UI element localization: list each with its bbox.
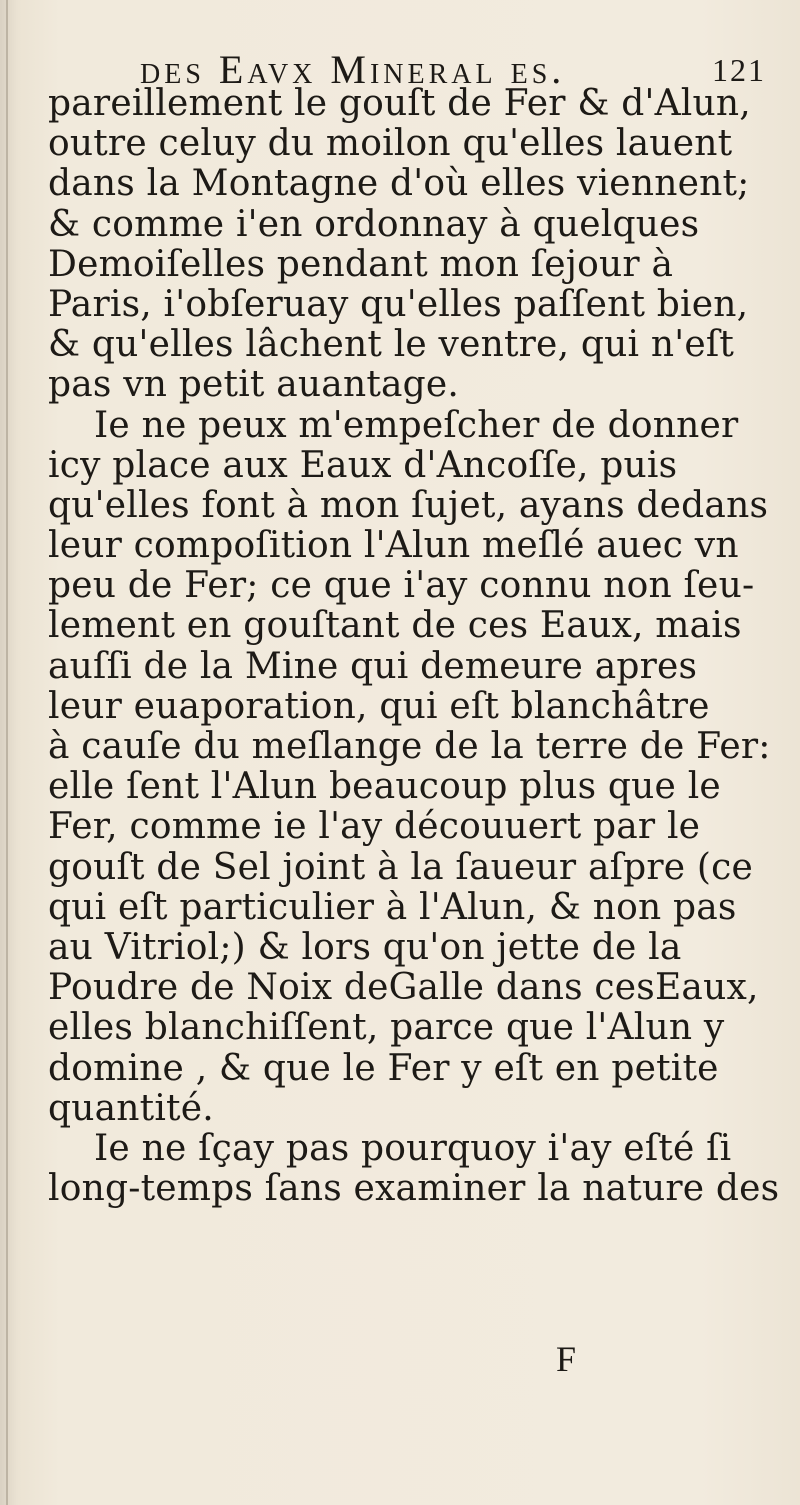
paragraph-start-line: Ie ne peux m'empeſcher de donner — [94, 404, 739, 446]
text-line: long-temps ſans examiner la nature des — [48, 1168, 780, 1210]
text-line: à cauſe du meſlange de la terre de Fer: — [48, 726, 771, 767]
text-line: Demoiſelles pendant mon ſejour à — [48, 243, 674, 285]
text-line: quantité. — [48, 1087, 214, 1129]
text-line: leur compoſition l'Alun meſlé auec vn — [48, 525, 739, 567]
text-line: qu'elles font à mon ſujet, ayans dedans — [48, 484, 769, 526]
text-line: domine , & que le Fer y eſt en petite — [48, 1047, 719, 1089]
text-line: peu de Fer; ce que i'ay connu non ſeu- — [48, 565, 755, 607]
signature-mark: F — [556, 1339, 577, 1379]
text-line: leur euaporation, qui eſt blanchâtre — [48, 685, 710, 727]
text-line: Fer, comme ie l'ay découuert par le — [48, 806, 701, 848]
running-head: des Eavx Mineral es. — [140, 47, 566, 92]
page-gutter — [6, 0, 8, 1505]
text-line: lement en gouſtant de ces Eaux, mais — [48, 605, 742, 647]
text-line: pareillement le gouſt de Fer & d'Alun, — [48, 83, 751, 124]
text-line: & comme i'en ordonnay à quelques — [48, 203, 700, 245]
paragraph-start-line: Ie ne ſçay pas pourquoy i'ay eſté ſi — [94, 1127, 732, 1169]
text-line: outre celuy du moilon qu'elles lauent — [48, 123, 733, 165]
text-line: dans la Montagne d'où elles viennent; — [48, 163, 750, 205]
text-line: pas vn petit auantage. — [48, 364, 460, 406]
text-line: auſſi de la Mine qui demeure apres — [48, 645, 698, 687]
text-line: & qu'elles lâchent le ventre, qui n'eſt — [48, 324, 735, 366]
text-line: au Vitriol;) & lors qu'on jette de la — [48, 926, 682, 968]
text-line: gouſt de Sel joint à la ſaueur aſpre (ce — [48, 846, 754, 888]
text-line: elle ſent l'Alun beaucoup plus que le — [48, 766, 721, 808]
page-number: 121 — [712, 52, 766, 88]
text-line: elles blanchiſſent, parce que l'Alun y — [48, 1007, 725, 1049]
text-line: qui eſt particulier à l'Alun, & non pas — [48, 886, 737, 928]
body-text — [48, 83, 780, 1210]
text-line: Paris, i'obſeruay qu'elles paſſent bien, — [48, 283, 749, 325]
text-line: Poudre de Noix deGalle dans cesEaux, — [48, 967, 759, 1009]
text-line: icy place aux Eaux d'Ancoſſe, puis — [48, 444, 678, 486]
